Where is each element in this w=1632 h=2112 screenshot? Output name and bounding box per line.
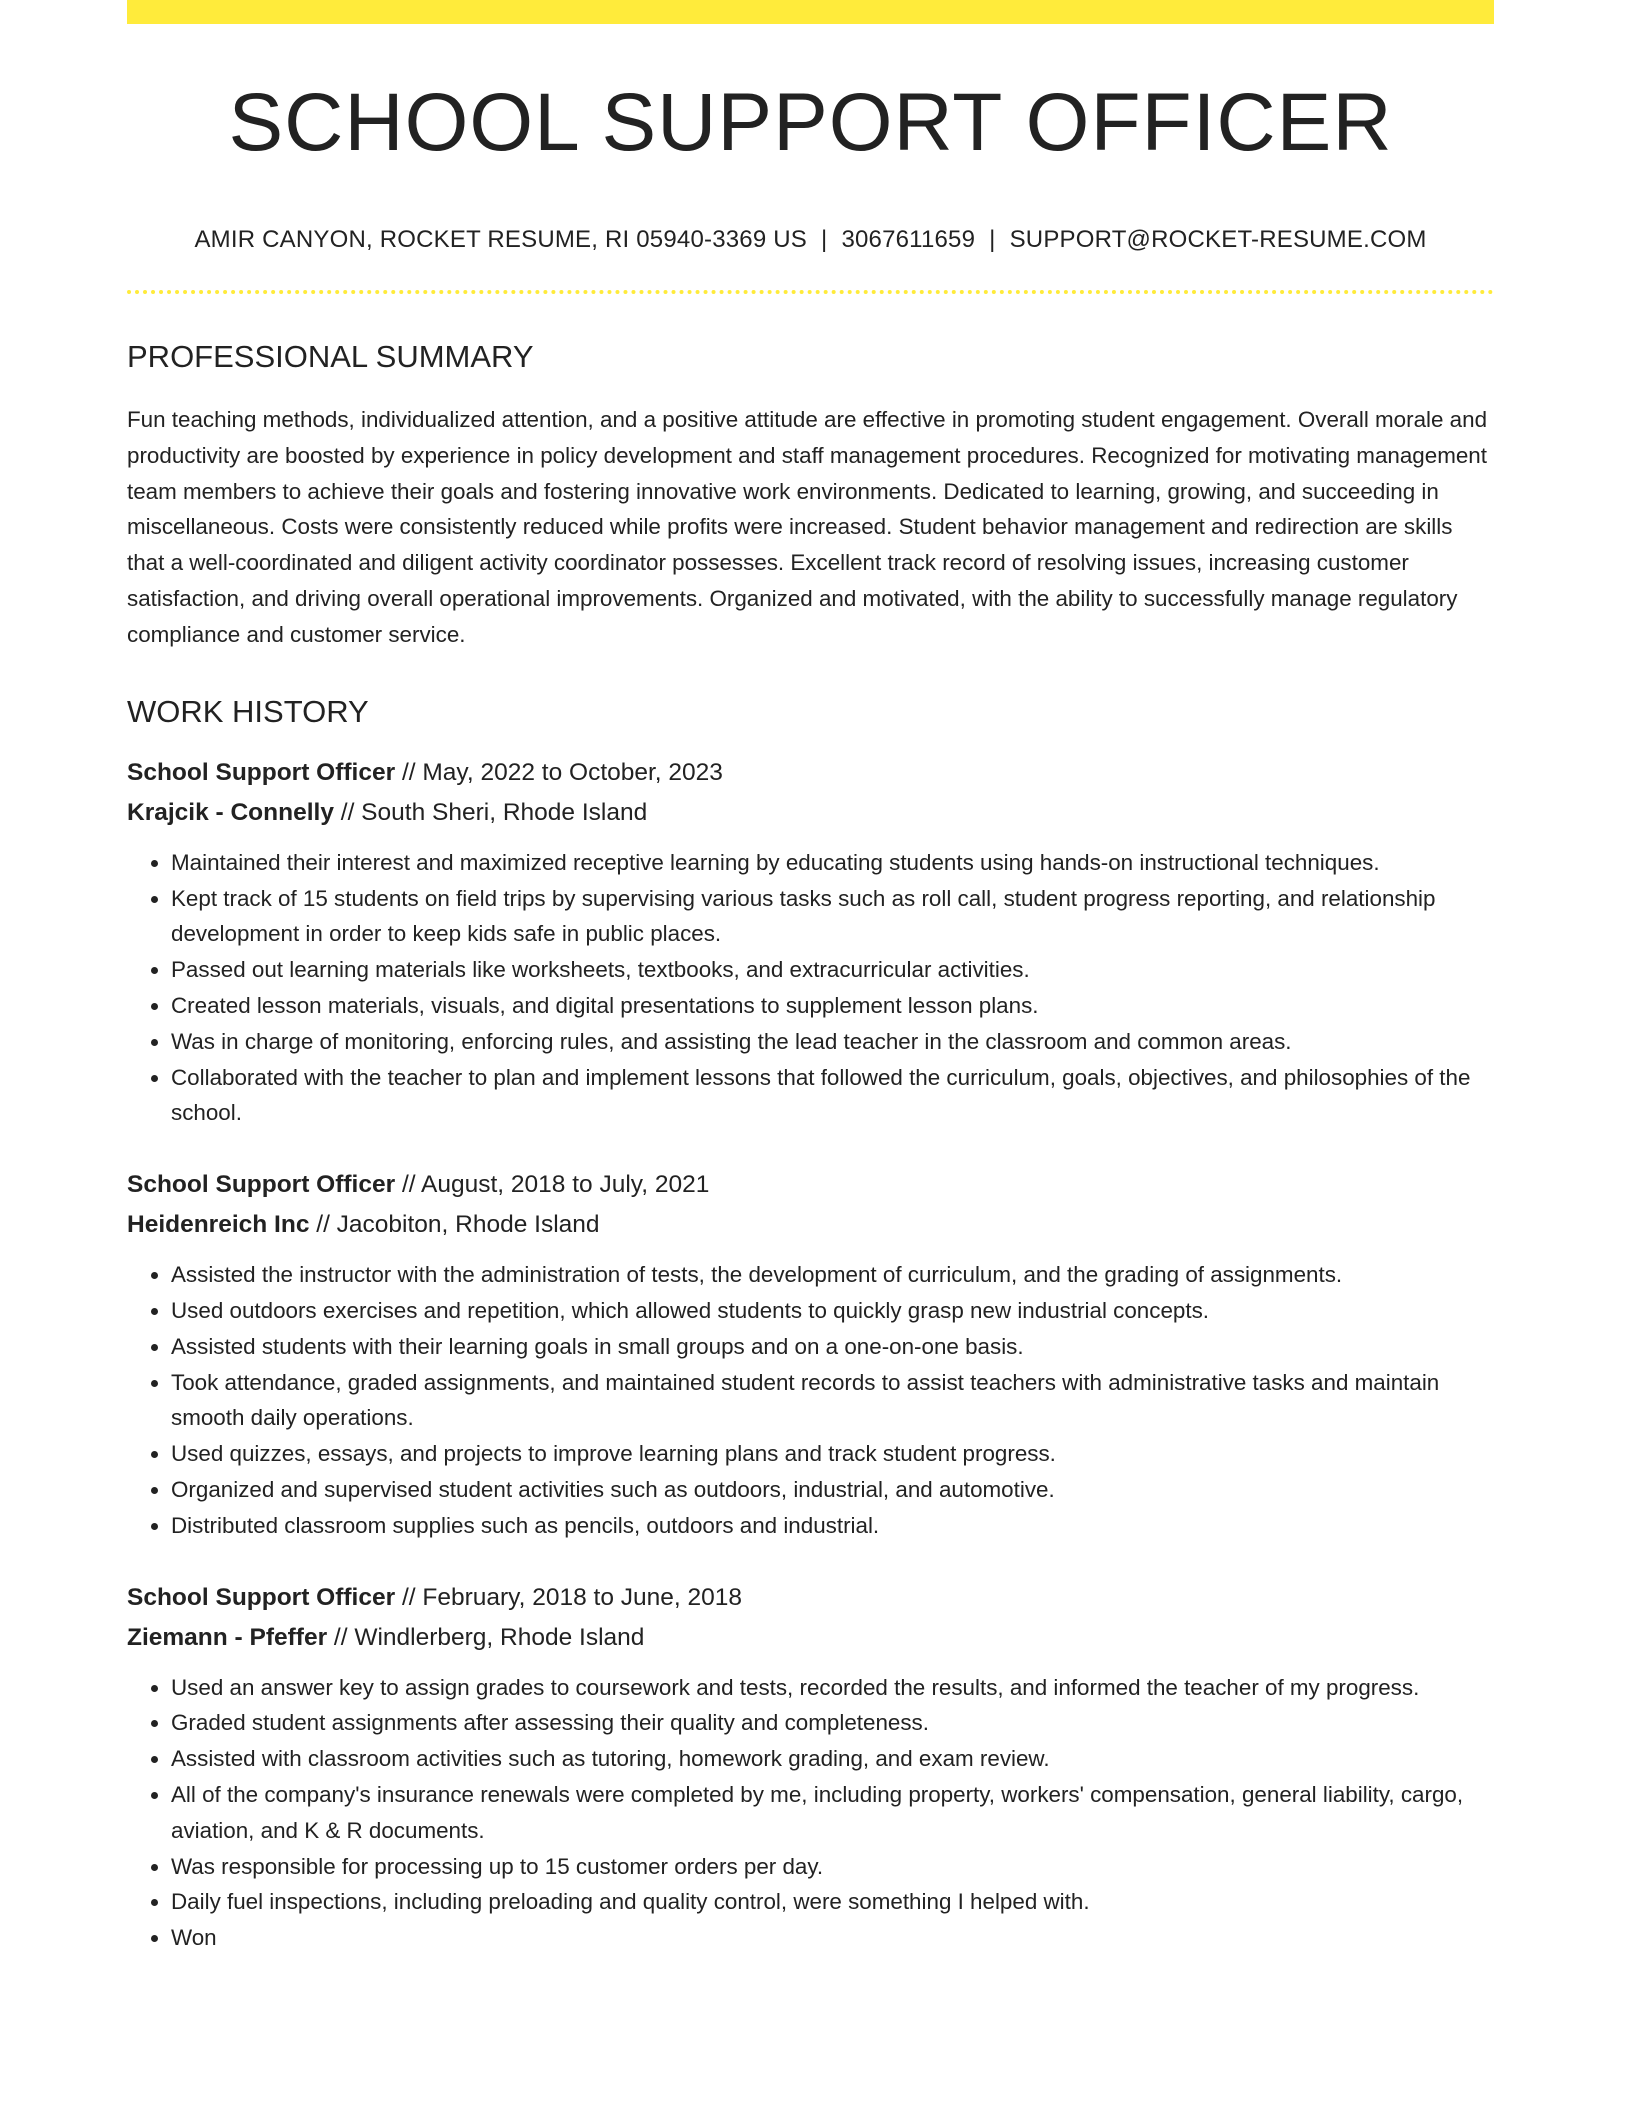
job-company: Heidenreich Inc [127,1211,310,1239]
job-entry [127,753,1494,1131]
contact-address: AMIR CANYON, ROCKET RESUME, RI 05940-3369 US [194,226,807,253]
list-item: • Kept track of 15 students on field trips by supervising various tasks such as roll call, student progress reporting, and relationship development in order to keep kids safe in public places. [171,881,1494,953]
list-item: • Daily fuel inspections, including preloading and quality control, were something I helped with. [171,1884,1494,1920]
job-title: School Support Officer [127,1583,396,1611]
contact-email: SUPPORT@ROCKET-RESUME.COM [1009,226,1427,253]
job-list [127,753,1494,1956]
list-item: • Assisted with classroom activities such as tutoring, homework grading, and exam review. [171,1741,1494,1777]
list-item: • All of the company's insurance renewals were completed by me, including property, workers' compensation, general liability, cargo, aviation, and K & R documents. [171,1777,1494,1849]
job-title-line [127,1165,1494,1205]
list-item: • Maintained their interest and maximized receptive learning by educating students using hands-on instructional techniques. [171,845,1494,881]
job-title: School Support Officer [127,758,396,786]
list-item: • Assisted students with their learning goals in small groups and on a one-on-one basis. [171,1329,1494,1365]
dotted-divider [127,290,1494,294]
job-bullets [127,1670,1494,1956]
job-dates: // February, 2018 to June, 2018 [395,1583,743,1611]
list-item: • Used quizzes, essays, and projects to improve learning plans and track student progress. [171,1436,1494,1472]
list-item: • Organized and supervised student activities such as outdoors, industrial, and automotive. [171,1472,1494,1508]
contact-separator: | [821,226,828,253]
list-item: • Used an answer key to assign grades to coursework and tests, recorded the results, and informed the teacher of my progress. [171,1670,1494,1706]
job-title: School Support Officer [127,1171,396,1199]
job-company-line [127,1205,1494,1245]
work-history-heading: WORK HISTORY [127,693,369,729]
summary-heading: PROFESSIONAL SUMMARY [127,339,534,374]
list-item: • Used outdoors exercises and repetition, which allowed students to quickly grasp new industrial concepts. [171,1293,1494,1329]
job-bullets [127,1257,1494,1543]
list-item: • Was in charge of monitoring, enforcing rules, and assisting the lead teacher in the classroom and common areas. [171,1024,1494,1060]
list-item: • Distributed classroom supplies such as pencils, outdoors and industrial. [171,1508,1494,1544]
job-location: // Jacobiton, Rhode Island [309,1211,600,1239]
job-dates: // August, 2018 to July, 2021 [395,1171,710,1199]
list-item: • Was responsible for processing up to 15 customer orders per day. [171,1849,1494,1885]
job-title-line [127,1578,1494,1618]
job-location: // Windlerberg, Rhode Island [327,1623,645,1651]
resume-page [127,0,1494,1956]
job-location: // South Sheri, Rhode Island [333,798,648,826]
job-title-line [127,753,1494,793]
job-company-line [127,793,1494,833]
list-item: • Collaborated with the teacher to plan and implement lessons that followed the curriculum, goals, objectives, and philosophies of the school. [171,1060,1494,1132]
list-item: • Graded student assignments after assessing their quality and completeness. [171,1705,1494,1741]
list-item: • Created lesson materials, visuals, and digital presentations to supplement lesson plans. [171,988,1494,1024]
job-company-line [127,1618,1494,1658]
summary-text: Fun teaching methods, individualized attention, and a positive attitude are effective in promoting student engagement. Overall morale and productivity are boosted by experience in policy development and staff management procedures. Recognized for motivating management team members to achieve their goals and fostering innovative work environments. Dedicated to learning, growing, and succeeding in miscellaneous. Costs were consistently reduced while profits were increased. Student behavior management and redirection are skills that a well-coordinated and diligent activity coordinator possesses. Excellent track record of resolving issues, increasing customer satisfaction, and driving overall operational improvements. Organized and motivated, with the ability to successfully manage regulatory compliance and customer service. [127,407,1488,647]
list-item: • Won [171,1920,1494,1956]
list-item: • Assisted the instructor with the administration of tests, the development of curriculum, and the grading of assignments. [171,1257,1494,1293]
job-entry [127,1165,1494,1543]
job-company: Ziemann - Pfeffer [127,1623,328,1651]
contact-phone: 3067611659 [841,226,976,253]
job-bullets [127,845,1494,1131]
contact-line [127,226,1494,254]
contact-separator: | [989,226,996,253]
resume-title: SCHOOL SUPPORT OFFICER [228,77,1393,168]
job-company: Krajcik - Connelly [127,798,334,826]
list-item: • Passed out learning materials like worksheets, textbooks, and extracurricular activities. [171,952,1494,988]
accent-top-bar [127,0,1494,24]
job-dates: // May, 2022 to October, 2023 [395,758,723,786]
list-item: • Took attendance, graded assignments, and maintained student records to assist teachers with administrative tasks and maintain smooth daily operations. [171,1365,1494,1437]
job-entry [127,1578,1494,1956]
